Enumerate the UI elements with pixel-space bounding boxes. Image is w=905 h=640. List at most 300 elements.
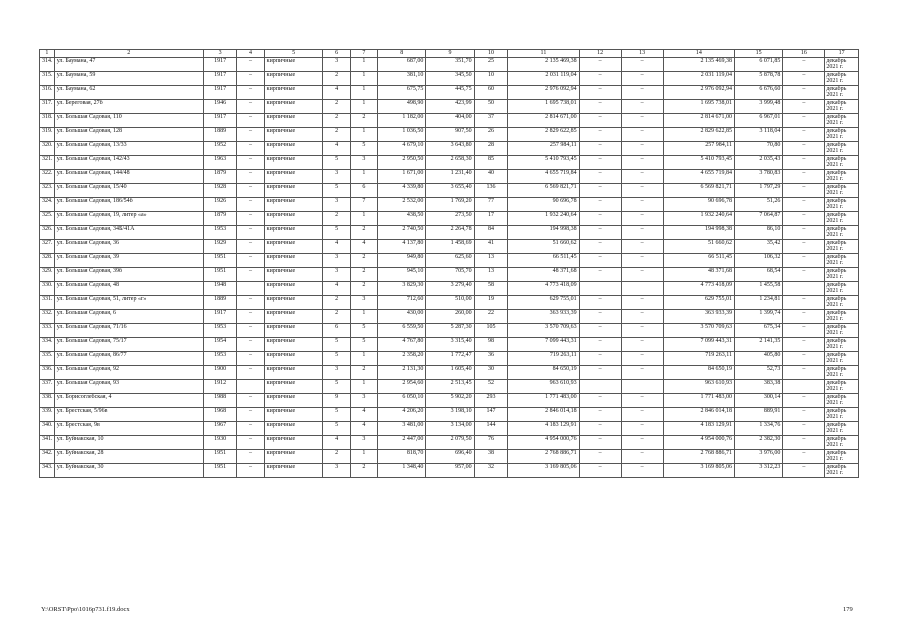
col16-cell: – (783, 169, 825, 183)
col14-cost-cell: 1 695 738,01 (663, 99, 734, 113)
col12-cell: – (579, 365, 621, 379)
col12-cell: – (579, 85, 621, 99)
deadline-cell: декабрь 2021 г. (825, 365, 859, 379)
floors-cell: 2 (323, 211, 350, 225)
year-built-cell: 1946 (203, 99, 237, 113)
address-cell: ул. Большая Садовая, 6 (54, 309, 203, 323)
col16-cell: – (783, 85, 825, 99)
row-number-cell: 320. (40, 141, 55, 155)
address-cell: ул. Большая Садовая, 15/40 (54, 183, 203, 197)
living-area-cell: 1 605,40 (426, 365, 474, 379)
address-cell: ул. Буйнакская, 30 (54, 463, 203, 477)
floors-cell: 3 (323, 197, 350, 211)
col4-cell: – (237, 295, 264, 309)
table-row (40, 225, 859, 239)
table-row (40, 127, 859, 141)
entrances-cell: 1 (350, 351, 377, 365)
entrances-cell: 1 (350, 71, 377, 85)
entrances-cell: 1 (350, 211, 377, 225)
total-cost-cell: 51 660,62 (508, 239, 579, 253)
residents-cell: 58 (474, 281, 508, 295)
floors-cell: 9 (323, 393, 350, 407)
entrances-cell: 2 (350, 365, 377, 379)
entrances-cell: 3 (350, 393, 377, 407)
row-number-cell: 316. (40, 85, 55, 99)
deadline-cell: декабрь 2021 г. (825, 225, 859, 239)
column-number-cell: 8 (378, 50, 426, 58)
total-cost-cell: 4 183 129,91 (508, 421, 579, 435)
address-cell: ул. Баумана, 59 (54, 71, 203, 85)
total-area-cell: 2 131,30 (378, 365, 426, 379)
deadline-cell: декабрь 2021 г. (825, 113, 859, 127)
cost-per-sqm-cell: 106,32 (735, 253, 783, 267)
col14-cost-cell: 363 933,39 (663, 309, 734, 323)
deadline-cell: декабрь 2021 г. (825, 323, 859, 337)
col16-cell: – (783, 267, 825, 281)
year-built-cell: 1929 (203, 239, 237, 253)
total-area-cell: 949,80 (378, 253, 426, 267)
table-row (40, 169, 859, 183)
col4-cell (237, 379, 264, 393)
deadline-cell: декабрь 2021 г. (825, 239, 859, 253)
col16-cell (783, 379, 825, 393)
residents-cell: 13 (474, 253, 508, 267)
deadline-cell: декабрь 2021 г. (825, 71, 859, 85)
col13-cell: – (621, 463, 663, 477)
year-built-cell: 1928 (203, 183, 237, 197)
col13-cell: – (621, 337, 663, 351)
total-area-cell: 4 679,10 (378, 141, 426, 155)
col14-cost-cell: 1 771 483,00 (663, 393, 734, 407)
col13-cell: – (621, 351, 663, 365)
wall-material-cell: кирпичные (264, 85, 323, 99)
living-area-cell: 1 458,69 (426, 239, 474, 253)
floors-cell: 2 (323, 309, 350, 323)
col4-cell: – (237, 337, 264, 351)
year-built-cell: 1917 (203, 57, 237, 71)
total-cost-cell: 1 695 738,01 (508, 99, 579, 113)
year-built-cell: 1879 (203, 211, 237, 225)
col13-cell: – (621, 155, 663, 169)
year-built-cell: 1953 (203, 351, 237, 365)
total-area-cell: 1 671,00 (378, 169, 426, 183)
floors-cell: 4 (323, 141, 350, 155)
total-area-cell: 2 950,50 (378, 155, 426, 169)
deadline-cell: декабрь 2021 г. (825, 379, 859, 393)
row-number-cell: 321. (40, 155, 55, 169)
col16-cell: – (783, 71, 825, 85)
col12-cell: – (579, 309, 621, 323)
col14-cost-cell: 2 829 622,85 (663, 127, 734, 141)
row-number-cell: 330. (40, 281, 55, 295)
column-number-cell: 11 (508, 50, 579, 58)
cost-per-sqm-cell: 3 999,48 (735, 99, 783, 113)
cost-per-sqm-cell: 3 976,00 (735, 449, 783, 463)
cost-per-sqm-cell: 675,34 (735, 323, 783, 337)
deadline-cell: декабрь 2021 г. (825, 295, 859, 309)
address-cell: ул. Большая Садовая, 36 (54, 239, 203, 253)
total-area-cell: 2 447,00 (378, 435, 426, 449)
col13-cell: – (621, 449, 663, 463)
floors-cell: 5 (323, 183, 350, 197)
residents-cell: 50 (474, 99, 508, 113)
residents-cell: 19 (474, 295, 508, 309)
living-area-cell: 2 658,30 (426, 155, 474, 169)
floors-cell: 2 (323, 113, 350, 127)
col16-cell: – (783, 211, 825, 225)
address-cell: ул. Большая Садовая, 110 (54, 113, 203, 127)
cost-per-sqm-cell: 3 118,04 (735, 127, 783, 141)
wall-material-cell: кирпичные (264, 281, 323, 295)
deadline-cell: декабрь 2021 г. (825, 183, 859, 197)
living-area-cell: 696,40 (426, 449, 474, 463)
wall-material-cell: кирпичные (264, 295, 323, 309)
living-area-cell: 273,50 (426, 211, 474, 225)
living-area-cell: 5 902,20 (426, 393, 474, 407)
residents-cell: 136 (474, 183, 508, 197)
residents-cell: 10 (474, 71, 508, 85)
row-number-cell: 325. (40, 211, 55, 225)
wall-material-cell: кирпичные (264, 365, 323, 379)
address-cell: ул. Баумана, 47 (54, 57, 203, 71)
col12-cell: – (579, 183, 621, 197)
floors-cell: 3 (323, 365, 350, 379)
table-row (40, 141, 859, 155)
year-built-cell: 1951 (203, 267, 237, 281)
wall-material-cell: кирпичные (264, 169, 323, 183)
col16-cell: – (783, 183, 825, 197)
wall-material-cell: кирпичные (264, 71, 323, 85)
row-number-cell: 329. (40, 267, 55, 281)
col14-cost-cell: 2 814 671,00 (663, 113, 734, 127)
total-cost-cell: 963 610,93 (508, 379, 579, 393)
total-area-cell: 1 182,00 (378, 113, 426, 127)
total-cost-cell: 2 031 119,04 (508, 71, 579, 85)
residents-cell: 36 (474, 351, 508, 365)
deadline-cell: декабрь 2021 г. (825, 281, 859, 295)
cost-per-sqm-cell: 35,42 (735, 239, 783, 253)
total-cost-cell: 7 099 443,31 (508, 337, 579, 351)
entrances-cell: 5 (350, 323, 377, 337)
col4-cell: – (237, 155, 264, 169)
wall-material-cell: кирпичные (264, 211, 323, 225)
col12-cell: – (579, 337, 621, 351)
year-built-cell: 1951 (203, 253, 237, 267)
table-row (40, 99, 859, 113)
address-cell: ул. Большая Садовая, 48 (54, 281, 203, 295)
column-number-cell: 12 (579, 50, 621, 58)
address-cell: ул. Брестская, 9в (54, 421, 203, 435)
total-area-cell: 3 829,30 (378, 281, 426, 295)
cost-per-sqm-cell: 68,54 (735, 267, 783, 281)
row-number-cell: 343. (40, 463, 55, 477)
deadline-cell: декабрь 2021 г. (825, 197, 859, 211)
column-number-cell: 2 (54, 50, 203, 58)
row-number-cell: 331. (40, 295, 55, 309)
deadline-cell: декабрь 2021 г. (825, 337, 859, 351)
year-built-cell: 1952 (203, 141, 237, 155)
residents-cell: 60 (474, 85, 508, 99)
col16-cell: – (783, 435, 825, 449)
living-area-cell: 2 264,78 (426, 225, 474, 239)
col4-cell: – (237, 225, 264, 239)
address-cell: ул. Большая Садовая, 92 (54, 365, 203, 379)
residents-cell: 30 (474, 365, 508, 379)
total-area-cell: 381,10 (378, 71, 426, 85)
deadline-cell: декабрь 2021 г. (825, 155, 859, 169)
row-number-cell: 324. (40, 197, 55, 211)
address-cell: ул. Борисоглебская, 4 (54, 393, 203, 407)
row-number-cell: 322. (40, 169, 55, 183)
row-number-cell: 341. (40, 435, 55, 449)
col12-cell: – (579, 57, 621, 71)
col16-cell: – (783, 57, 825, 71)
total-cost-cell: 2 829 622,85 (508, 127, 579, 141)
living-area-cell: 907,50 (426, 127, 474, 141)
year-built-cell: 1879 (203, 169, 237, 183)
col12-cell: – (579, 211, 621, 225)
col14-cost-cell: 48 371,68 (663, 267, 734, 281)
col13-cell: – (621, 253, 663, 267)
col4-cell: – (237, 211, 264, 225)
deadline-cell: декабрь 2021 г. (825, 267, 859, 281)
col14-cost-cell: 2 031 119,04 (663, 71, 734, 85)
wall-material-cell: кирпичные (264, 323, 323, 337)
col16-cell: – (783, 393, 825, 407)
total-cost-cell: 2 976 092,94 (508, 85, 579, 99)
deadline-cell: декабрь 2021 г. (825, 253, 859, 267)
total-area-cell: 4 339,80 (378, 183, 426, 197)
col16-cell: – (783, 127, 825, 141)
floors-cell: 2 (323, 295, 350, 309)
wall-material-cell: кирпичные (264, 57, 323, 71)
col12-cell: – (579, 169, 621, 183)
residents-cell: 76 (474, 435, 508, 449)
deadline-cell: декабрь 2021 г. (825, 85, 859, 99)
col14-cost-cell: 2 846 014,18 (663, 407, 734, 421)
wall-material-cell: кирпичные (264, 225, 323, 239)
col16-cell: – (783, 239, 825, 253)
total-cost-cell: 66 511,45 (508, 253, 579, 267)
table-row (40, 71, 859, 85)
living-area-cell: 1 772,47 (426, 351, 474, 365)
total-area-cell: 6 559,50 (378, 323, 426, 337)
entrances-cell: 2 (350, 225, 377, 239)
wall-material-cell: кирпичные (264, 337, 323, 351)
cost-per-sqm-cell: 51,26 (735, 197, 783, 211)
col13-cell: – (621, 267, 663, 281)
address-cell: ул. Баумана, 62 (54, 85, 203, 99)
table-row (40, 267, 859, 281)
column-number-cell: 13 (621, 50, 663, 58)
year-built-cell: 1948 (203, 281, 237, 295)
col12-cell: – (579, 225, 621, 239)
floors-cell: 5 (323, 379, 350, 393)
col12-cell: – (579, 463, 621, 477)
total-cost-cell: 4 773 418,09 (508, 281, 579, 295)
entrances-cell: 2 (350, 253, 377, 267)
year-built-cell: 1917 (203, 113, 237, 127)
table-row (40, 197, 859, 211)
row-number-cell: 323. (40, 183, 55, 197)
column-number-cell: 7 (350, 50, 377, 58)
row-number-cell: 336. (40, 365, 55, 379)
residents-cell: 22 (474, 309, 508, 323)
floors-cell: 3 (323, 253, 350, 267)
cost-per-sqm-cell: 383,38 (735, 379, 783, 393)
wall-material-cell: кирпичные (264, 99, 323, 113)
address-cell: ул. Большая Садовая, 13/33 (54, 141, 203, 155)
total-cost-cell: 6 569 821,71 (508, 183, 579, 197)
col14-cost-cell: 66 511,45 (663, 253, 734, 267)
col16-cell: – (783, 309, 825, 323)
residents-cell: 40 (474, 169, 508, 183)
col4-cell: – (237, 183, 264, 197)
table-row (40, 281, 859, 295)
row-number-cell: 315. (40, 71, 55, 85)
address-cell: ул. Буйнакская, 28 (54, 449, 203, 463)
col16-cell: – (783, 449, 825, 463)
address-cell: ул. Брестская, 5/96в (54, 407, 203, 421)
col16-cell: – (783, 365, 825, 379)
col13-cell (621, 379, 663, 393)
col12-cell: – (579, 407, 621, 421)
year-built-cell: 1900 (203, 365, 237, 379)
col14-cost-cell: 719 263,11 (663, 351, 734, 365)
table-row (40, 435, 859, 449)
col13-cell: – (621, 407, 663, 421)
col14-cost-cell: 2 976 092,94 (663, 85, 734, 99)
col12-cell: – (579, 141, 621, 155)
total-cost-cell: 84 650,19 (508, 365, 579, 379)
deadline-cell: декабрь 2021 г. (825, 449, 859, 463)
wall-material-cell: кирпичные (264, 141, 323, 155)
column-number-cell: 15 (735, 50, 783, 58)
living-area-cell: 3 655,40 (426, 183, 474, 197)
wall-material-cell: кирпичные (264, 351, 323, 365)
living-area-cell: 445,75 (426, 85, 474, 99)
table-row (40, 407, 859, 421)
col16-cell: – (783, 421, 825, 435)
col4-cell: – (237, 99, 264, 113)
year-built-cell: 1967 (203, 421, 237, 435)
column-number-cell: 10 (474, 50, 508, 58)
table-row (40, 309, 859, 323)
col14-cost-cell: 90 696,78 (663, 197, 734, 211)
wall-material-cell: кирпичные (264, 127, 323, 141)
row-number-cell: 342. (40, 449, 55, 463)
deadline-cell: декабрь 2021 г. (825, 211, 859, 225)
col13-cell: – (621, 197, 663, 211)
floors-cell: 2 (323, 127, 350, 141)
total-cost-cell: 2 814 671,00 (508, 113, 579, 127)
col4-cell: – (237, 71, 264, 85)
table-row (40, 393, 859, 407)
year-built-cell: 1951 (203, 449, 237, 463)
total-area-cell: 438,50 (378, 211, 426, 225)
floors-cell: 4 (323, 239, 350, 253)
total-cost-cell: 4 655 719,84 (508, 169, 579, 183)
year-built-cell: 1954 (203, 337, 237, 351)
col13-cell: – (621, 71, 663, 85)
address-cell: ул. Большая Садовая, 39 (54, 253, 203, 267)
cost-per-sqm-cell: 6 676,60 (735, 85, 783, 99)
col13-cell: – (621, 141, 663, 155)
entrances-cell: 1 (350, 449, 377, 463)
residents-cell: 26 (474, 127, 508, 141)
total-cost-cell: 629 755,01 (508, 295, 579, 309)
living-area-cell: 3 279,40 (426, 281, 474, 295)
deadline-cell: декабрь 2021 г. (825, 393, 859, 407)
col13-cell: – (621, 127, 663, 141)
year-built-cell: 1926 (203, 197, 237, 211)
col13-cell: – (621, 309, 663, 323)
table-row (40, 155, 859, 169)
col13-cell: – (621, 85, 663, 99)
table-row (40, 323, 859, 337)
table-row (40, 253, 859, 267)
page-number: 179 (843, 606, 853, 613)
wall-material-cell: кирпичные (264, 267, 323, 281)
col14-cost-cell: 3 169 805,06 (663, 463, 734, 477)
row-number-cell: 333. (40, 323, 55, 337)
entrances-cell: 5 (350, 141, 377, 155)
col16-cell: – (783, 197, 825, 211)
wall-material-cell: кирпичные (264, 463, 323, 477)
cost-per-sqm-cell: 1 234,81 (735, 295, 783, 309)
address-cell: ул. Большая Садовая, 128 (54, 127, 203, 141)
wall-material-cell: кирпичные (264, 239, 323, 253)
column-number-cell: 3 (203, 50, 237, 58)
col14-cost-cell: 257 984,11 (663, 141, 734, 155)
col12-cell: – (579, 351, 621, 365)
wall-material-cell: кирпичные (264, 407, 323, 421)
column-number-row (40, 50, 859, 58)
column-number-cell: 14 (663, 50, 734, 58)
residents-cell: 41 (474, 239, 508, 253)
cost-per-sqm-cell: 70,80 (735, 141, 783, 155)
total-area-cell: 3 481,00 (378, 421, 426, 435)
col16-cell: – (783, 113, 825, 127)
total-cost-cell: 257 984,11 (508, 141, 579, 155)
year-built-cell: 1953 (203, 225, 237, 239)
col13-cell: – (621, 225, 663, 239)
total-area-cell: 818,70 (378, 449, 426, 463)
floors-cell: 3 (323, 57, 350, 71)
col14-cost-cell: 51 660,62 (663, 239, 734, 253)
entrances-cell: 2 (350, 281, 377, 295)
entrances-cell: 7 (350, 197, 377, 211)
wall-material-cell: кирпичные (264, 113, 323, 127)
document-path: Y:\ORST\Ppo\1016p731.f19.docx (41, 606, 130, 613)
entrances-cell: 5 (350, 337, 377, 351)
col14-cost-cell: 629 755,01 (663, 295, 734, 309)
entrances-cell: 1 (350, 379, 377, 393)
residents-cell: 77 (474, 197, 508, 211)
floors-cell: 5 (323, 337, 350, 351)
col4-cell: – (237, 141, 264, 155)
residents-cell: 293 (474, 393, 508, 407)
entrances-cell: 2 (350, 113, 377, 127)
cost-per-sqm-cell: 889,91 (735, 407, 783, 421)
living-area-cell: 260,00 (426, 309, 474, 323)
housing-table (39, 49, 859, 478)
year-built-cell: 1963 (203, 155, 237, 169)
cost-per-sqm-cell: 3 780,83 (735, 169, 783, 183)
col13-cell: – (621, 211, 663, 225)
entrances-cell: 3 (350, 295, 377, 309)
col14-cost-cell: 1 932 240,64 (663, 211, 734, 225)
